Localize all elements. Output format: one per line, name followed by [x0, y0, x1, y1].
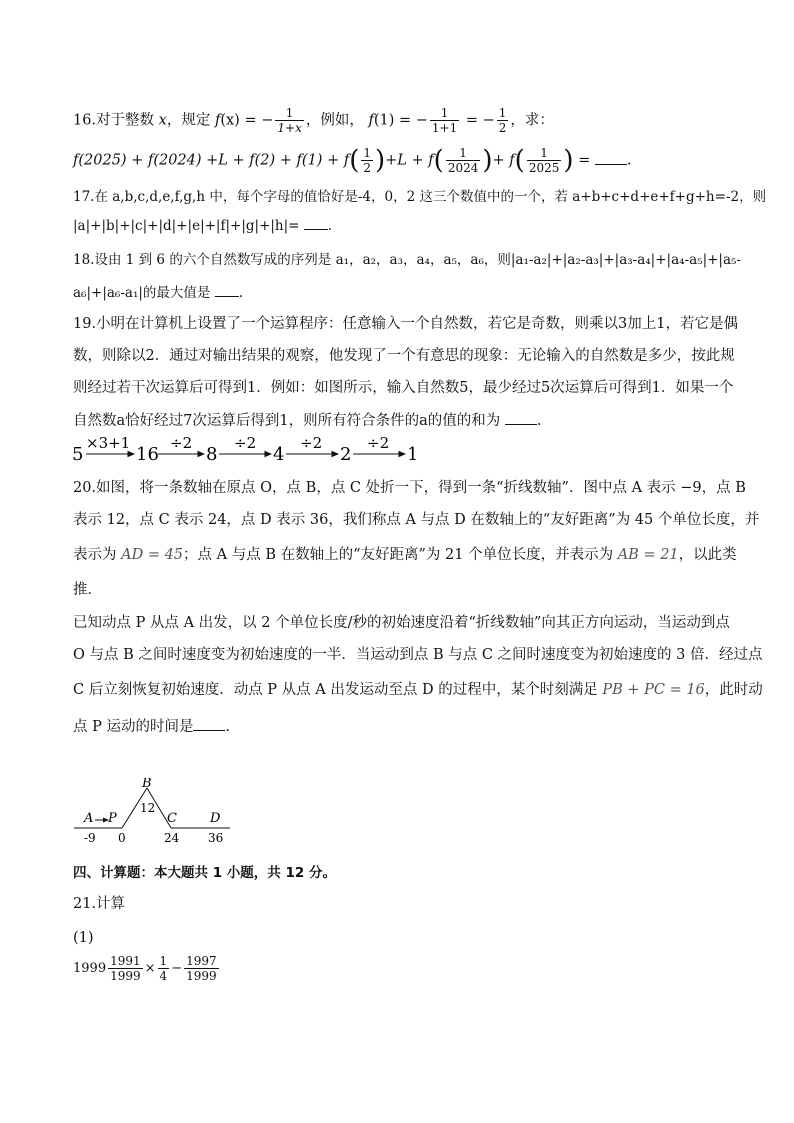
q21-frac3-num: 1997	[186, 954, 217, 968]
q19-operation-chain	[70, 432, 430, 464]
q19-line4	[73, 410, 541, 431]
q20-line6: O 与点 B 之间时速度变为初始速度的一半．当运动到点 B 与点 C 之间时速度变为初始速度的 3 倍．经过点	[73, 647, 763, 663]
q16-paren-close-3: )	[563, 145, 574, 176]
q20-line3c: ，以此类	[678, 547, 737, 563]
q16-example: ，例如，	[305, 112, 364, 129]
label-a: A	[84, 811, 94, 826]
num-b: 12	[140, 801, 156, 815]
q17-line2-text: |a|+|b|+|c|+|d|+|e|+|f|+|g|+|h|=	[73, 218, 300, 234]
q21-frac2-den: 4	[159, 969, 168, 983]
chain-num-4: 2	[340, 444, 352, 464]
q16-rule-prefix: ，规定	[166, 112, 211, 129]
q20-ad-notation: AD = 45	[121, 547, 184, 563]
q21-frac1-num: 1991	[110, 954, 141, 968]
q16-frac-1-2-num: 1	[363, 146, 371, 160]
q21-frac1-den: 1999	[110, 969, 141, 983]
q16-paren-x: (x)	[220, 112, 240, 129]
q18-answer-blank[interactable]	[215, 282, 239, 297]
q19-line2: 数，则除以2．通过对输出结果的观察，他发现了一个有意思的现象：无论输入的自然数是多少，按此规	[73, 348, 735, 364]
q19-line3: 则经过若干次运算后可得到1．例如：如图所示，输入自然数5，最少经过5次运算后可得到1．如果一个	[73, 380, 734, 396]
q16-fx: f	[214, 112, 221, 129]
q20-line4: 推．	[73, 582, 102, 598]
q21-minus: −	[171, 961, 183, 976]
q16-f1: f	[368, 112, 374, 129]
q16-frac-1x-num: 1	[275, 106, 303, 121]
q20-line7a: C 后立刻恢复初始速度．动点 P 从点 A 出发运动至点 D 的过程中，某个时刻满足	[73, 682, 598, 698]
q16-frac-11-den: 1+1	[431, 121, 458, 135]
q21-frac2-num: 1	[159, 954, 168, 968]
q16-frac-11-num: 1	[430, 106, 459, 121]
q16-answer-blank[interactable]	[595, 150, 627, 165]
q16-eq-neg-2: = −	[398, 112, 428, 129]
q16-frac-1x-den: 1+x	[277, 121, 302, 135]
q19-line4-text: 自然数a恰好经过7次运算后得到1，则所有符合条件的a的值的和为	[73, 413, 501, 429]
q17-line1: 17.在 a,b,c,d,e,f,g,h 中，每个字母的值恰好是-4，0，2 这三个数值中的一个，若 a+b+c+d+e+f+g+h=-2，则	[73, 189, 767, 205]
q16-eq-neg-3: = −	[465, 112, 495, 129]
q16-frac-1-2-den: 2	[363, 161, 371, 175]
q17-answer-blank[interactable]	[304, 215, 328, 230]
q20-line8-text: 点 P 运动的时间是	[73, 719, 194, 735]
q16-var-x: x	[158, 112, 167, 129]
chain-op-2: ÷2	[234, 434, 257, 452]
num-c: 24	[164, 831, 180, 845]
q20-ab-notation: AB = 21	[617, 547, 679, 563]
q16-eq-neg: = −	[244, 112, 274, 129]
chain-num-0: 5	[72, 444, 84, 464]
q20-line5: 已知动点 P 从点 A 出发，以 2 个单位长度/秒的初始速度沿着“折线数轴”向其正方向运动，当运动到点	[73, 615, 730, 631]
q17-line2	[73, 215, 332, 236]
label-c: C	[167, 811, 177, 826]
q16-paren-open-1: (	[349, 145, 360, 176]
q21-expression	[73, 954, 221, 983]
q18-line1: 18.设由 1 到 6 的六个自然数写成的序列是 a₁，a₂，a₃，a₄，a₅，a₆，则|a₁-a₂|+|a₂-a₃|+|a₃-a₄|+|a₄-a₅|+|a₅-	[73, 252, 741, 268]
q20-line7b: ，此时动	[704, 682, 763, 698]
chain-op-4: ÷2	[367, 434, 390, 452]
q16-frac-half-num: 1	[498, 106, 507, 120]
chain-num-2: 8	[206, 444, 218, 464]
num-a: -9	[84, 831, 96, 845]
q16-frac-1x	[275, 106, 303, 135]
num-o: 0	[118, 831, 126, 845]
q16-frac-1-2024-num: 1	[446, 146, 481, 161]
q17-period: .	[327, 218, 333, 234]
q16-frac-1-2024-den: 2024	[447, 161, 479, 175]
q20-line3b: ；点 A 与点 B 在数轴上的“友好距离”为 21 个单位长度，并表示为	[183, 547, 614, 563]
q21-part-1: (1)	[73, 930, 94, 946]
q16-line2	[73, 146, 632, 175]
q21-frac-1997-1999	[184, 954, 219, 983]
q19-answer-blank[interactable]	[505, 410, 537, 425]
q16-paren-1: (1)	[373, 112, 395, 129]
q21-frac-1-4	[158, 954, 170, 983]
chain-num-5: 1	[407, 444, 419, 464]
q20-line7	[73, 680, 763, 700]
q20-line8	[73, 716, 230, 737]
q16-tail: ，求：	[510, 112, 554, 129]
q21-whole: 1999	[73, 961, 107, 976]
q16-frac-1-2025-num: 1	[527, 146, 562, 161]
q21-times: ×	[144, 961, 156, 976]
chain-op-3: ÷2	[300, 434, 323, 452]
section-4-heading: 四、计算题：本大题共 1 小题，共 12 分。	[73, 865, 336, 881]
chain-num-3: 4	[273, 444, 285, 464]
q16-frac-1-2025	[527, 146, 562, 175]
q18-line2	[73, 282, 243, 303]
chain-op-1: ÷2	[170, 434, 193, 452]
chain-num-1: 16	[136, 444, 159, 464]
q16-paren-open-2: (	[433, 145, 444, 176]
q20-folded-number-line	[70, 778, 240, 848]
q16-paren-close-2: )	[482, 145, 493, 176]
q16-frac-1-2025-den: 2025	[528, 161, 560, 175]
q20-period: .	[225, 719, 231, 735]
q20-line3	[73, 545, 737, 565]
q16-frac-11	[430, 106, 459, 135]
chain-op-0: ×3+1	[86, 434, 131, 452]
label-p: P	[108, 811, 117, 826]
q21-frac3-den: 1999	[186, 969, 217, 983]
label-d: D	[210, 811, 221, 826]
q16-frac-1-2024	[446, 146, 481, 175]
q16-lead: 16.对于整数	[73, 112, 155, 129]
q19-line1: 19.小明在计算机上设置了一个运算程序：任意输入一个自然数，若它是奇数，则乘以3加上1，若它是偶	[73, 316, 739, 332]
q16-line1	[73, 106, 554, 135]
q20-answer-blank[interactable]	[193, 716, 225, 731]
q16-expr-a: f(2025) + f(2024) +L + f(2) + f(1) + f	[73, 152, 350, 169]
q16-period: .	[626, 152, 632, 169]
q20-line1: 20.如图，将一条数轴在原点 O，点 B，点 C 处折一下，得到一条“折线数轴”．图中点 A 表示 −9，点 B	[73, 480, 746, 496]
q16-frac-half	[497, 106, 509, 135]
q18-line2-text: a₆|+|a₆-a₁|的最大值是	[73, 285, 211, 301]
num-d: 36	[208, 831, 224, 845]
q16-paren-open-3: (	[514, 145, 525, 176]
q16-frac-half-den: 2	[498, 121, 507, 135]
q19-period: .	[536, 413, 542, 429]
q21-title: 21.计算	[73, 896, 126, 912]
q16-expr-b: +L + f	[385, 152, 434, 169]
q16-frac-1-2	[361, 146, 373, 175]
label-b: B	[142, 778, 152, 791]
q20-pbpc-notation: PB + PC = 16	[602, 682, 705, 698]
q20-line3a: 表示为	[73, 547, 117, 563]
q16-expr-end: =	[578, 152, 591, 169]
q20-line2: 表示 12，点 C 表示 24，点 D 表示 36，我们称点 A 与点 D 在数轴上的“友好距离”为 45 个单位长度，并	[73, 512, 760, 528]
q16-paren-close-1: )	[375, 145, 386, 176]
q18-period: .	[238, 285, 243, 301]
q21-frac-1991-1999	[108, 954, 143, 983]
q16-expr-c: + f	[492, 152, 515, 169]
